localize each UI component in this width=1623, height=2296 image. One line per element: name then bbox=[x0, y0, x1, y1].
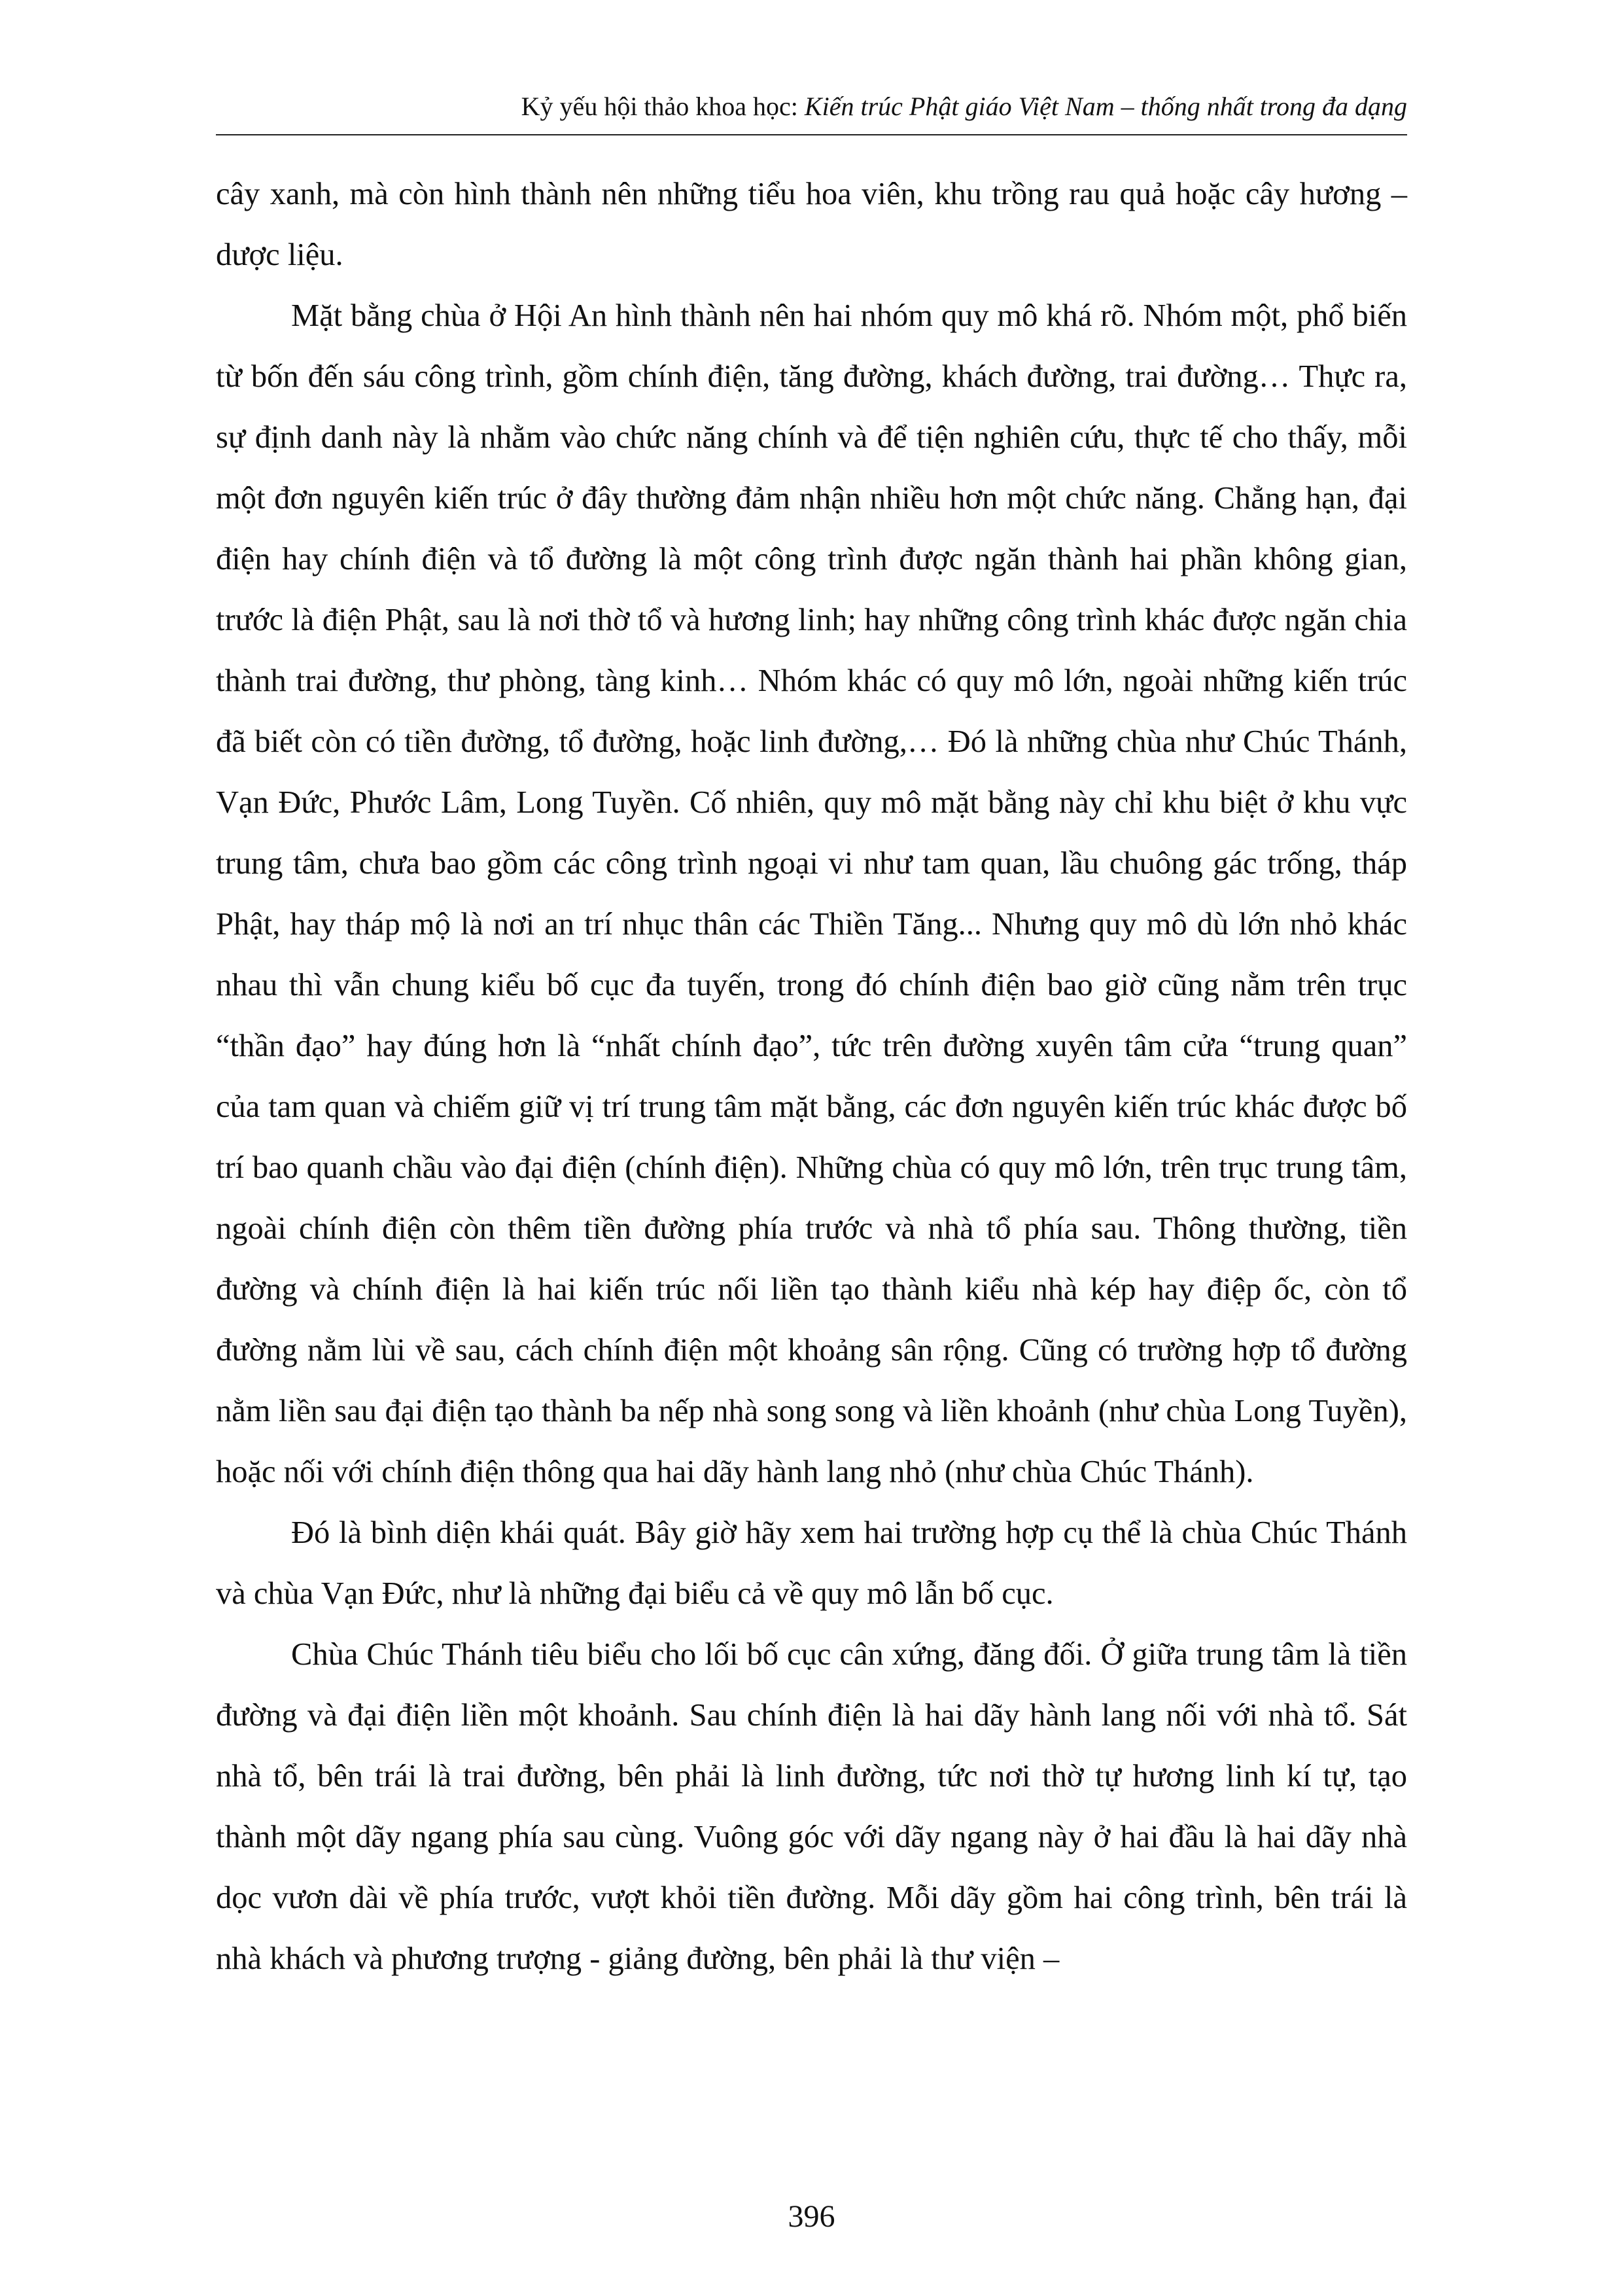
header-rule bbox=[216, 134, 1407, 135]
paragraph: Chùa Chúc Thánh tiêu biểu cho lối bố cục cân xứng, đăng đối. Ở giữa trung tâm là tiền đường và đại điện liền một khoảnh. Sau chính điện là hai dãy hành lang nối với nhà tổ. Sát nhà tổ, bên trái là trai đường, bên phải là linh đường, tức nơi thờ tự hương linh kí tự, tạo thành một dãy ngang phía sau cùng. Vuông góc với dãy ngang này ở hai đầu là hai dãy nhà dọc vươn dài về phía trước, vượt khỏi tiền đường. Mỗi dãy gồm hai công trình, bên trái là nhà khách và phương trượng - giảng đường, bên phải là thư viện – bbox=[216, 1637, 1407, 1976]
header-title: Kiến trúc Phật giáo Việt Nam – thống nhất trong đa dạng bbox=[804, 92, 1407, 121]
page-number: 396 bbox=[788, 2199, 835, 2234]
body-text bbox=[216, 164, 1407, 1989]
paragraph-continuation: cây xanh, mà còn hình thành nên những tiểu hoa viên, khu trồng rau quả hoặc cây hương – dược liệu. bbox=[216, 177, 1407, 272]
header-prefix: Kỷ yếu hội thảo khoa học: bbox=[521, 92, 805, 121]
paragraph: Mặt bằng chùa ở Hội An hình thành nên hai nhóm quy mô khá rõ. Nhóm một, phổ biến từ bốn đến sáu công trình, gồm chính điện, tăng đường, khách đường, trai đường… Thực ra, sự định danh này là nhằm vào chức năng chính và để tiện nghiên cứu, thực tế cho thấy, mỗi một đơn nguyên kiến trúc ở đây thường đảm nhận nhiều hơn một chức năng. Chẳng hạn, đại điện hay chính điện và tổ đường là một công trình được ngăn thành hai phần không gian, trước là điện Phật, sau là nơi thờ tổ và hương linh; hay những công trình khác được ngăn chia thành trai đường, thư phòng, tàng kinh… Nhóm khác có quy mô lớn, ngoài những kiến trúc đã biết còn có tiền đường, tổ đường, hoặc linh đường,… Đó là những chùa như Chúc Thánh, Vạn Đức, Phước Lâm, Long Tuyền. Cố nhiên, quy mô mặt bằng này chỉ khu biệt ở khu vực trung tâm, chưa bao gồm các công trình ngoại vi như tam quan, lầu chuông gác trống, tháp Phật, hay tháp mộ là nơi an trí nhục thân các Thiền Tăng... Nhưng quy mô dù lớn nhỏ khác nhau thì vẫn chung kiểu bố cục đa tuyến, trong đó chính điện bao giờ cũng nằm trên trục “thần đạo” hay đúng hơn là “nhất chính đạo”, tức trên đường xuyên tâm cửa “trung quan” của tam quan và chiếm giữ vị trí trung tâm mặt bằng, các đơn nguyên kiến trúc khác được bố trí bao quanh chầu vào đại điện (chính điện). Những chùa có quy mô lớn, trên trục trung tâm, ngoài chính điện còn thêm tiền đường phía trước và nhà tổ phía sau. Thông thường, tiền đường và chính điện là hai kiến trúc nối liền tạo thành kiểu nhà kép hay điệp ốc, còn tổ đường nằm lùi về sau, cách chính điện một khoảng sân rộng. Cũng có trường hợp tổ đường nằm liền sau đại điện tạo thành ba nếp nhà song song và liền khoảnh (như chùa Long Tuyền), hoặc nối với chính điện thông qua hai dãy hành lang nhỏ (như chùa Chúc Thánh). bbox=[216, 298, 1407, 1489]
running-header bbox=[521, 90, 1407, 123]
paragraph: Đó là bình diện khái quát. Bây giờ hãy xem hai trường hợp cụ thể là chùa Chúc Thánh và chùa Vạn Đức, như là những đại biểu cả về quy mô lẫn bố cục. bbox=[216, 1515, 1407, 1611]
